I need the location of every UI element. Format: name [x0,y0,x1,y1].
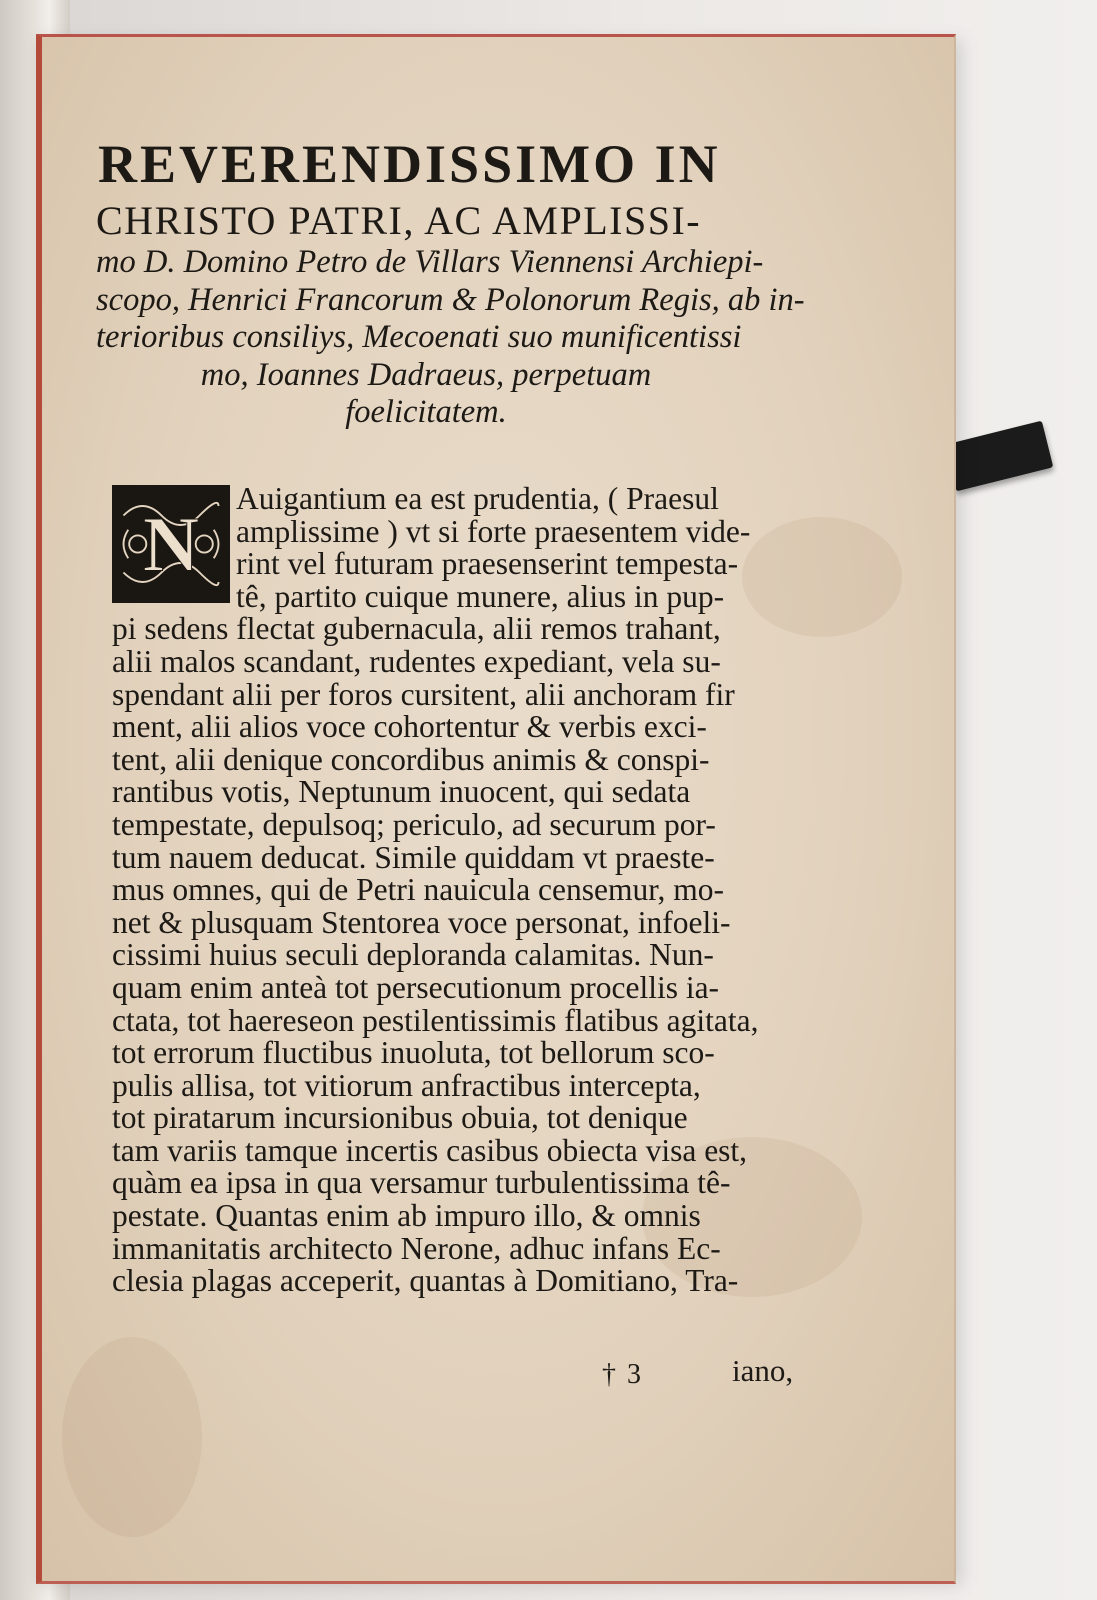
signature-mark: † 3 [602,1359,643,1390]
body-line: tot errorum fluctibus inuoluta, tot bellorum sco- [112,1035,715,1071]
body-line: tam variis tamque incertis casibus obiecta visa est, [112,1132,748,1168]
heading-line-3: mo D. Domino Petro de Villars Viennensi Archiepi- [96,244,764,280]
body-line: tempestate, depulsoq; periculo, ad securum por- [112,806,716,842]
heading-line-7: foelicitatem. [345,394,507,430]
dedication-body [112,483,812,1298]
body-line: pulis allisa, tot vitiorum anfractibus intercepta, [112,1067,701,1103]
body-line: alii malos scandant, rudentes expediant, vela su- [112,643,721,679]
dedication-heading [96,134,805,430]
body-line: tot piratarum incursionibus obuia, tot denique [112,1100,688,1136]
body-line: cissimi huius seculi deploranda calamitas. Nun- [112,937,714,973]
body-line: immanitatis architecto Nerone, adhuc infans Ec- [112,1230,721,1266]
heading-line-4: scopo, Henrici Francorum & Polonorum Regis, ab in- [96,281,805,318]
body-line: clesia plagas acceperit, quantas à Domitiano, Tra- [112,1263,739,1299]
body-line: pestate. Quantas enim ab impuro illo, & omnis [112,1198,701,1234]
catchword: iano, [732,1353,794,1388]
heading-line-2: CHRISTO PATRI, AC AMPLISSI- [96,198,702,243]
body-line: rantibus votis, Neptunum inuocent, qui sedata [112,774,691,810]
body-line: net & plusquam Stentorea voce personat, infoeli- [112,904,731,940]
body-line: quàm ea ipsa in qua versamur turbulentissima tê- [112,1165,731,1201]
body-line: quam enim anteà tot persecutionum procellis ia- [112,969,720,1005]
foxing-stain [62,1337,202,1537]
body-line: mus omnes, qui de Petri nauicula censemur, mo- [112,872,724,908]
body-line: rint vel futuram praesenserint tempesta- [236,546,739,582]
body-line: spendant alii per foros cursitent, alii anchoram fir [112,676,735,712]
body-line: Auigantium ea est prudentia, ( Praesul [236,481,719,516]
heading-line-5: terioribus consiliys, Mecoenati suo munificentissi [96,319,742,355]
heading-line-1: REVERENDISSIMO IN [98,134,721,194]
body-line: tê, partito cuique munere, alius in pup- [236,578,725,614]
body-line: ctata, tot haereseon pestilentissimis flatibus agitata, [112,1002,759,1038]
body-line: tum nauem deducat. Simile quiddam vt praeste- [112,839,715,875]
body-line: ment, alii alios voce cohortentur & verbis exci- [112,709,707,745]
book-page [36,34,956,1584]
heading-line-6: mo, Ioannes Dadraeus, perpetuam [200,356,652,393]
svg-text:N: N [142,501,200,588]
body-line: tent, alii denique concordibus animis & conspi- [112,741,710,777]
body-line: pi sedens flectat gubernacula, alii remos trahant, [112,611,721,647]
body-line: amplissime ) vt si forte praesentem vide- [236,513,751,549]
